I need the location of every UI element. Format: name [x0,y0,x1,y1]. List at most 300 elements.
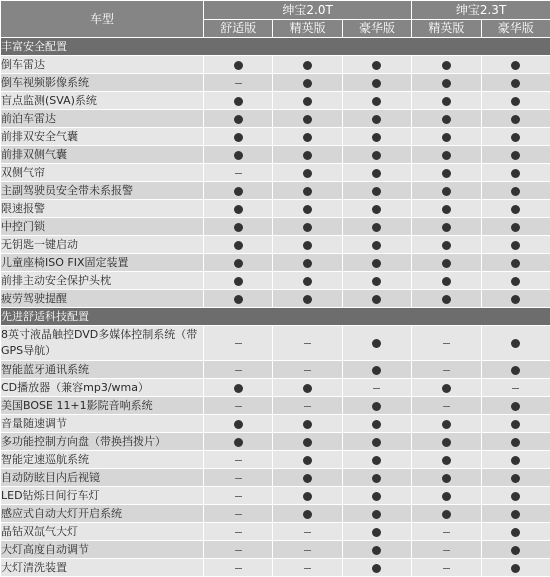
table-row [1,505,550,523]
standard-dot-icon [442,456,451,465]
standard-cell [481,146,550,164]
feature-name: 倒车雷达 [1,56,204,74]
standard-cell [342,254,411,272]
standard-dot-icon [511,115,520,124]
standard-cell [481,361,550,379]
standard-dot-icon [511,510,520,519]
standard-dot-icon [303,133,312,142]
standard-dot-icon [442,438,451,447]
standard-dot-icon [511,187,520,196]
standard-dot-icon [372,97,381,106]
feature-name: 美国BOSE 11+1影院音响系统 [1,397,204,415]
standard-cell [204,236,273,254]
standard-dot-icon [511,474,520,483]
table-row [1,433,550,451]
not-available-cell [273,559,342,577]
standard-cell [412,433,481,451]
standard-dot-icon [442,492,451,501]
standard-cell [342,200,411,218]
standard-dot-icon [511,564,520,573]
standard-cell [342,74,411,92]
not-available-dash-icon [235,460,242,461]
standard-dot-icon [511,169,520,178]
standard-cell [342,415,411,433]
standard-dot-icon [234,259,243,268]
table-row [1,146,550,164]
standard-dot-icon [442,295,451,304]
standard-dot-icon [372,438,381,447]
standard-dot-icon [372,546,381,555]
not-available-cell [273,541,342,559]
table-row [1,523,550,541]
standard-cell [273,290,342,308]
feature-name: 智能蓝牙通讯系统 [1,361,204,379]
table-row [1,200,550,218]
section-title: 丰富安全配置 [1,38,550,56]
not-available-cell [412,559,481,577]
standard-dot-icon [234,277,243,286]
standard-dot-icon [303,79,312,88]
standard-dot-icon [511,151,520,160]
standard-dot-icon [234,97,243,106]
standard-dot-icon [442,187,451,196]
standard-dot-icon [372,259,381,268]
standard-cell [412,200,481,218]
standard-dot-icon [511,456,520,465]
not-available-cell [204,397,273,415]
not-available-dash-icon [235,83,242,84]
standard-cell [481,56,550,74]
standard-cell [342,290,411,308]
standard-cell [273,92,342,110]
standard-cell [481,128,550,146]
standard-cell [273,272,342,290]
not-available-dash-icon [235,478,242,479]
feature-name: 前排双侧气囊 [1,146,204,164]
trim-header: 豪华版 [481,20,550,38]
standard-dot-icon [234,151,243,160]
standard-cell [481,397,550,415]
standard-cell [273,164,342,182]
standard-dot-icon [372,492,381,501]
standard-cell [204,272,273,290]
standard-dot-icon [511,339,520,348]
feature-name: 无钥匙一键启动 [1,236,204,254]
not-available-dash-icon [443,568,450,569]
standard-dot-icon [442,205,451,214]
trim-header: 精英版 [412,20,481,38]
standard-cell [412,92,481,110]
standard-cell [204,128,273,146]
standard-dot-icon [442,61,451,70]
standard-cell [481,451,550,469]
standard-cell [342,505,411,523]
standard-dot-icon [442,277,451,286]
not-available-dash-icon [443,370,450,371]
standard-dot-icon [442,510,451,519]
standard-cell [204,92,273,110]
not-available-dash-icon [304,343,311,344]
standard-dot-icon [442,474,451,483]
table-row [1,451,550,469]
feature-name: LED钻烁日间行车灯 [1,487,204,505]
standard-dot-icon [303,384,312,393]
standard-cell [481,92,550,110]
table-row [1,236,550,254]
not-available-dash-icon [304,568,311,569]
not-available-cell [204,559,273,577]
standard-dot-icon [234,420,243,429]
standard-cell [273,74,342,92]
standard-dot-icon [511,133,520,142]
standard-dot-icon [303,97,312,106]
standard-cell [412,505,481,523]
standard-cell [412,182,481,200]
not-available-dash-icon [235,173,242,174]
standard-dot-icon [511,366,520,375]
standard-cell [412,451,481,469]
group-2-3t: 绅宝2.3T [412,1,550,20]
standard-dot-icon [511,259,520,268]
standard-dot-icon [303,169,312,178]
trim-header: 精英版 [273,20,342,38]
standard-dot-icon [372,133,381,142]
standard-dot-icon [303,223,312,232]
standard-cell [273,56,342,74]
not-available-cell [412,397,481,415]
standard-cell [412,290,481,308]
standard-cell [481,110,550,128]
standard-cell [481,254,550,272]
feature-name: CD播放器（兼容mp3/wma） [1,379,204,397]
table-row [1,559,550,577]
feature-name: 主副驾驶员安全带未系报警 [1,182,204,200]
standard-dot-icon [234,187,243,196]
standard-cell [412,56,481,74]
table-row [1,487,550,505]
standard-cell [204,56,273,74]
standard-dot-icon [511,295,520,304]
table-body [1,38,550,577]
standard-cell [342,487,411,505]
standard-cell [342,236,411,254]
standard-cell [412,128,481,146]
standard-cell [273,182,342,200]
not-available-dash-icon [443,406,450,407]
table-row [1,272,550,290]
standard-dot-icon [234,438,243,447]
standard-dot-icon [511,97,520,106]
standard-dot-icon [303,61,312,70]
not-available-dash-icon [443,550,450,551]
standard-dot-icon [372,339,381,348]
not-available-dash-icon [443,532,450,533]
standard-dot-icon [511,438,520,447]
standard-dot-icon [442,241,451,250]
standard-cell [412,469,481,487]
standard-cell [412,74,481,92]
standard-dot-icon [303,295,312,304]
standard-cell [481,272,550,290]
standard-cell [273,236,342,254]
not-available-dash-icon [235,532,242,533]
standard-cell [481,469,550,487]
standard-cell [342,469,411,487]
not-available-cell [412,541,481,559]
not-available-dash-icon [304,532,311,533]
standard-cell [342,559,411,577]
standard-dot-icon [372,277,381,286]
table-row [1,469,550,487]
standard-cell [342,272,411,290]
standard-cell [481,200,550,218]
not-available-dash-icon [235,406,242,407]
feature-name: 大灯高度自动调节 [1,541,204,559]
not-available-cell [273,397,342,415]
standard-dot-icon [303,277,312,286]
standard-cell [342,128,411,146]
standard-cell [412,164,481,182]
section-title: 先进舒适科技配置 [1,308,550,326]
not-available-dash-icon [304,550,311,551]
feature-name: 双侧气帘 [1,164,204,182]
standard-cell [342,361,411,379]
standard-cell [481,326,550,361]
standard-cell [273,128,342,146]
standard-dot-icon [303,456,312,465]
standard-dot-icon [372,456,381,465]
standard-dot-icon [442,151,451,160]
standard-dot-icon [511,420,520,429]
standard-cell [412,146,481,164]
standard-cell [481,236,550,254]
standard-dot-icon [511,61,520,70]
not-available-cell [273,326,342,361]
standard-dot-icon [303,241,312,250]
standard-cell [412,487,481,505]
standard-cell [481,505,550,523]
standard-dot-icon [511,79,520,88]
standard-cell [204,433,273,451]
standard-cell [481,523,550,541]
standard-cell [481,218,550,236]
standard-cell [273,110,342,128]
table-row [1,254,550,272]
standard-dot-icon [303,115,312,124]
standard-cell [204,290,273,308]
not-available-dash-icon [373,388,380,389]
standard-dot-icon [303,510,312,519]
standard-cell [412,236,481,254]
standard-dot-icon [303,492,312,501]
feature-name: 8英寸液晶触控DVD多媒体控制系统（带GPS导航） [1,326,204,361]
table-row [1,218,550,236]
standard-cell [204,254,273,272]
standard-cell [273,146,342,164]
not-available-dash-icon [235,370,242,371]
table-row [1,290,550,308]
standard-cell [273,469,342,487]
standard-dot-icon [234,61,243,70]
feature-name: 晶钻双氙气大灯 [1,523,204,541]
standard-dot-icon [372,366,381,375]
table-row [1,326,550,361]
not-available-cell [204,361,273,379]
not-available-cell [204,451,273,469]
standard-dot-icon [372,510,381,519]
feature-name: 儿童座椅ISO FIX固定装置 [1,254,204,272]
table-row [1,56,550,74]
standard-dot-icon [372,295,381,304]
feature-name: 音量随速调节 [1,415,204,433]
feature-name: 感应式自动大灯开启系统 [1,505,204,523]
standard-dot-icon [303,474,312,483]
standard-cell [481,164,550,182]
standard-dot-icon [372,187,381,196]
standard-cell [412,272,481,290]
standard-dot-icon [234,384,243,393]
standard-dot-icon [234,241,243,250]
not-available-dash-icon [443,343,450,344]
standard-cell [273,200,342,218]
standard-dot-icon [303,420,312,429]
not-available-cell [273,361,342,379]
standard-dot-icon [372,241,381,250]
standard-dot-icon [372,205,381,214]
not-available-dash-icon [235,343,242,344]
standard-dot-icon [234,295,243,304]
standard-cell [342,146,411,164]
not-available-cell [412,326,481,361]
standard-dot-icon [372,420,381,429]
table-row [1,361,550,379]
standard-dot-icon [372,528,381,537]
not-available-dash-icon [235,550,242,551]
standard-cell [342,326,411,361]
standard-cell [342,541,411,559]
not-available-cell [273,523,342,541]
feature-name: 智能定速巡航系统 [1,451,204,469]
not-available-dash-icon [235,496,242,497]
standard-dot-icon [372,223,381,232]
standard-dot-icon [511,402,520,411]
standard-dot-icon [234,223,243,232]
standard-dot-icon [303,438,312,447]
standard-dot-icon [442,223,451,232]
standard-dot-icon [442,169,451,178]
standard-cell [342,182,411,200]
feature-name: 大灯清洗装置 [1,559,204,577]
standard-cell [481,541,550,559]
standard-dot-icon [372,61,381,70]
standard-cell [273,487,342,505]
standard-dot-icon [372,474,381,483]
standard-dot-icon [442,420,451,429]
not-available-cell [204,505,273,523]
standard-dot-icon [511,223,520,232]
standard-dot-icon [303,205,312,214]
not-available-cell [204,164,273,182]
standard-cell [412,379,481,397]
standard-dot-icon [234,133,243,142]
table-row [1,164,550,182]
standard-cell [204,200,273,218]
standard-dot-icon [442,79,451,88]
standard-dot-icon [511,277,520,286]
standard-dot-icon [303,151,312,160]
model-label: 车型 [1,1,204,38]
standard-cell [481,433,550,451]
standard-cell [342,56,411,74]
not-available-cell [412,361,481,379]
feature-name: 多功能控制方向盘（带换挡拨片） [1,433,204,451]
standard-dot-icon [442,97,451,106]
standard-cell [481,182,550,200]
standard-cell [273,218,342,236]
standard-dot-icon [372,169,381,178]
standard-cell [273,415,342,433]
feature-name: 倒车视频影像系统 [1,74,204,92]
not-available-dash-icon [304,406,311,407]
standard-dot-icon [442,384,451,393]
standard-dot-icon [234,205,243,214]
standard-cell [204,415,273,433]
feature-name: 前排主动安全保护头枕 [1,272,204,290]
table-row [1,110,550,128]
table-header [1,1,550,38]
not-available-dash-icon [304,370,311,371]
standard-dot-icon [372,564,381,573]
standard-dot-icon [511,241,520,250]
standard-cell [273,433,342,451]
standard-dot-icon [372,151,381,160]
group-2-0t: 绅宝2.0T [204,1,412,20]
standard-cell [412,110,481,128]
standard-cell [481,74,550,92]
table-row [1,415,550,433]
standard-cell [273,505,342,523]
standard-dot-icon [511,546,520,555]
feature-name: 自动防眩目内后视镜 [1,469,204,487]
feature-name: 疲劳驾驶提醒 [1,290,204,308]
standard-cell [342,92,411,110]
standard-dot-icon [372,115,381,124]
standard-cell [342,451,411,469]
standard-cell [342,164,411,182]
not-available-cell [342,379,411,397]
not-available-cell [204,326,273,361]
standard-cell [342,523,411,541]
standard-cell [273,451,342,469]
standard-cell [481,487,550,505]
standard-cell [273,254,342,272]
standard-cell [342,397,411,415]
standard-dot-icon [511,205,520,214]
not-available-cell [204,469,273,487]
table-row [1,182,550,200]
table-row [1,128,550,146]
table-row [1,397,550,415]
standard-cell [412,254,481,272]
not-available-cell [481,379,550,397]
section-header [1,38,550,56]
standard-dot-icon [511,528,520,537]
standard-cell [342,433,411,451]
feature-name: 限速报警 [1,200,204,218]
not-available-dash-icon [235,514,242,515]
table-row [1,379,550,397]
not-available-cell [204,541,273,559]
